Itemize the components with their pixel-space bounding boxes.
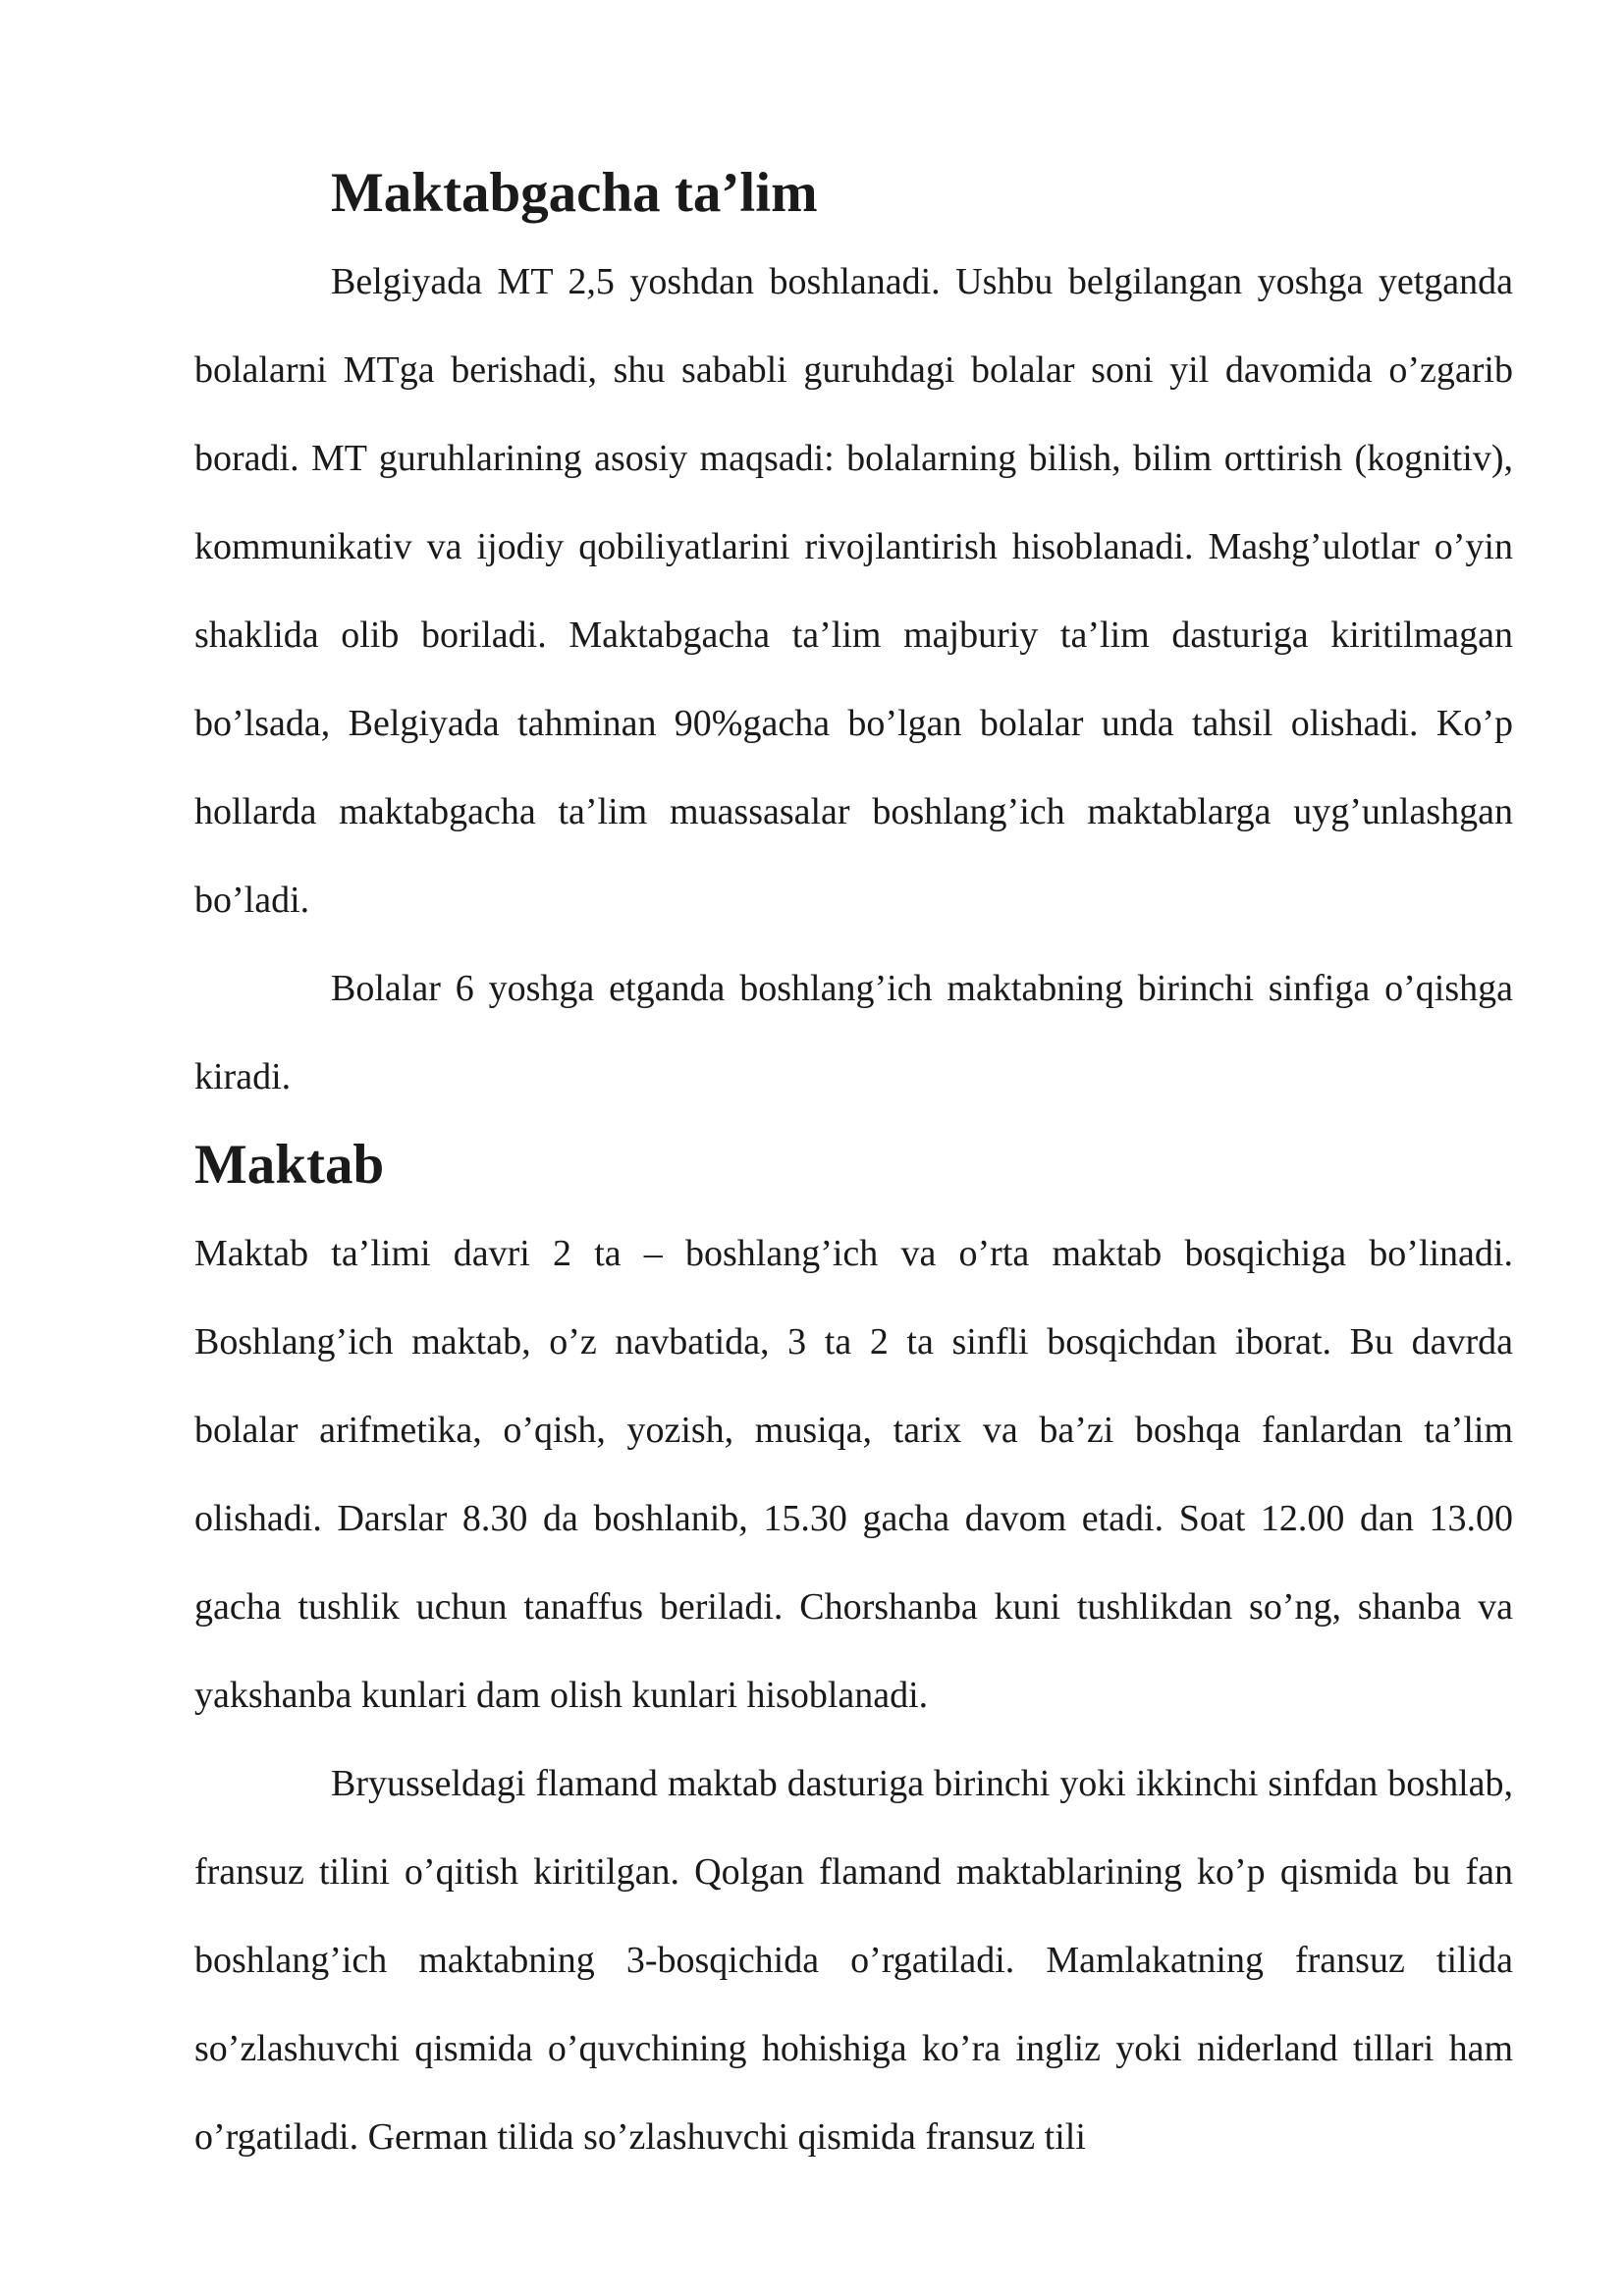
section-heading-preschool: Maktabgacha ta’lim [331, 162, 818, 224]
document-body [194, 149, 1513, 2181]
paragraph-first-grade: Bolalar 6 yoshga etganda boshlang’ich maktabning birinchi sinfiga o’qishga kiradi. [194, 968, 1513, 1097]
paragraph-school: Maktab ta’limi davri 2 ta – boshlang’ich va o’rta maktab bosqichiga bo’linadi. Boshlang’ich maktab, o’z navbatida, 3 ta 2 ta sinfli bosqichdan iborat. Bu davrda bolalar arifmetika, o’qish, yozish, musiqa, tarix va ba’zi boshqa fanlardan ta’lim olishadi. Darslar 8.30 da boshlanib, 15.30 gacha davom etadi. Soat 12.00 dan 13.00 gacha tushlik uchun tanaffus beriladi. Chorshanba kuni tushlikdan so’ng, shanba va yakshanba kunlari dam olish kunlari hisoblanadi. [194, 1233, 1513, 1716]
paragraph-languages: Bryusseldagi flamand maktab dasturiga birinchi yoki ikkinchi sinfdan boshlab, fransuz tilini o’qitish kiritilgan. Qolgan flamand maktablarining ko’p qismida bu fan boshlang’ich maktabning 3-bosqichida o’rgatiladi. Mamlakatning fransuz tilida so’zlashuvchi qismida o’quvchining hohishiga ko’ra ingliz yoki niderland tillari ham o’rgatiladi. German tilida so’zlashuvchi qismida fransuz tili [194, 1763, 1513, 2158]
section-heading-school: Maktab [194, 1134, 385, 1196]
paragraph-preschool: Belgiyada MT 2,5 yoshdan boshlanadi. Ushbu belgilangan yoshga yetganda bolalarni MTga berishadi, shu sababli guruhdagi bolalar soni yil davomida o’zgarib boradi. MT guruhlarining asosiy maqsadi: bolalarning bilish, bilim orttirish (kognitiv), kommunikativ va ijodiy qobiliyatlarini rivojlantirish hisoblanadi. Mashg’ulotlar o’yin shaklida olib boriladi. Maktabgacha ta’lim majburiy ta’lim dasturiga kiritilmagan bo’lsada, Belgiyada tahminan 90%gacha bo’lgan bolalar unda tahsil olishadi. Ko’p hollarda maktabgacha ta’lim muassasalar boshlang’ich maktablarga uyg’unlashgan bo’ladi. [194, 261, 1513, 921]
